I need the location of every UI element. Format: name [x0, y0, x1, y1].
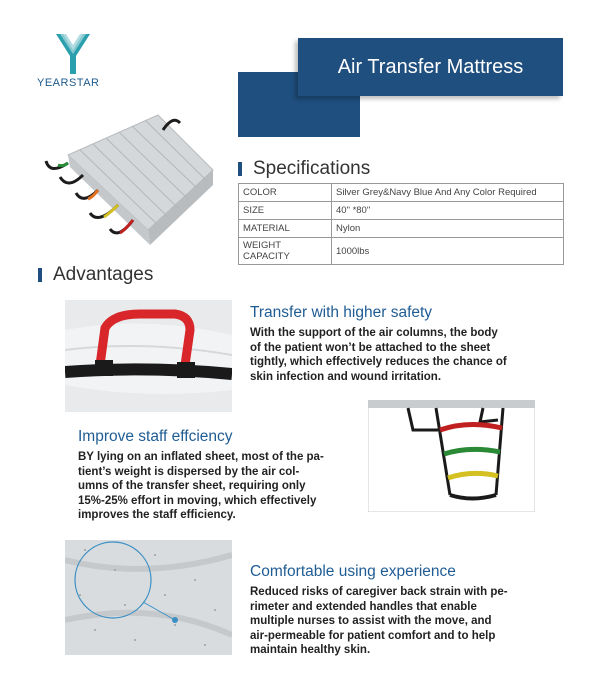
advantage-text-comfort: Reduced risks of caregiver back strain with pe- rimeter and extended handles that enable multiple nurses to assist with the move, and air-permeable for patient comfort and to help maintain healthy skin. — [250, 586, 508, 656]
table-row — [239, 184, 564, 202]
page-title: Air Transfer Mattress — [337, 56, 524, 78]
spec-label: SIZE — [239, 202, 332, 220]
advantages-marker — [38, 268, 42, 282]
specifications-heading: Specifications — [253, 158, 371, 179]
brand-name: YEARSTAR — [37, 77, 100, 89]
spec-value: 1000lbs — [332, 238, 564, 265]
advantage-title-safety: Transfer with higher safety — [250, 304, 433, 321]
spec-value: Silver Grey&Navy Blue And Any Color Required — [332, 184, 564, 202]
advantage-text-safety: With the support of the air columns, the body of the patient won’t be attached to the sheet tightly, which effectively reduces the chance of skin infection and wound irritation. — [250, 327, 507, 383]
ladder-handles-photo — [368, 400, 535, 512]
advantage-title-efficiency: Improve staff effciency — [78, 428, 233, 445]
advantage-text-efficiency: BY lying on an inflated sheet, most of the pa- tient’s weight is dispersed by the air col- umns of the transfer sheet, requiring only 15%-25% effort in moving, which effectively improves the staff efficiency. — [78, 451, 324, 521]
specifications-table — [238, 183, 564, 265]
advantage-title-comfort: Comfortable using experience — [250, 563, 456, 580]
spec-label: MATERIAL — [239, 220, 332, 238]
perforated-fabric-photo — [65, 540, 232, 655]
spec-label: WEIGHT CAPACITY — [239, 238, 332, 265]
spec-label: COLOR — [239, 184, 332, 202]
table-row — [239, 202, 564, 220]
handle-photo — [65, 300, 232, 412]
spec-value: 40" *80" — [332, 202, 564, 220]
specifications-marker — [238, 162, 242, 176]
spec-value: Nylon — [332, 220, 564, 238]
table-row — [239, 220, 564, 238]
mattress-product-image — [38, 105, 233, 255]
advantages-heading: Advantages — [53, 264, 154, 285]
table-row — [239, 238, 564, 265]
